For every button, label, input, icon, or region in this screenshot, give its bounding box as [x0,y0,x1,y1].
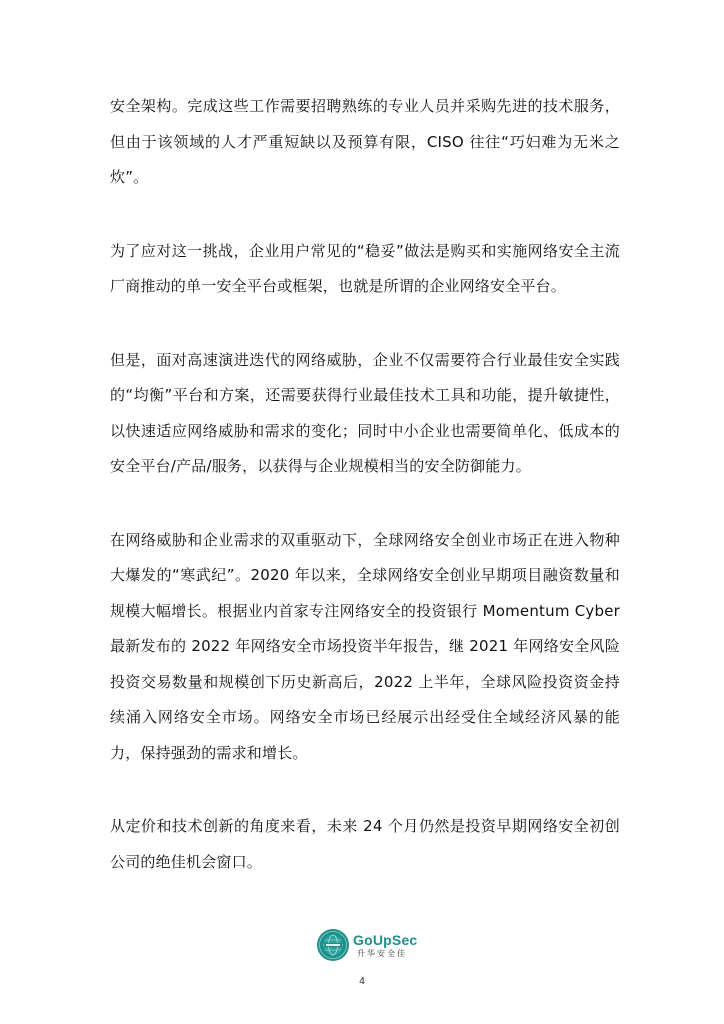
logo-text [353,933,417,958]
globe-seal-icon [316,928,350,962]
logo-name: GoUpSec [353,931,418,948]
page-number: 4 [359,976,365,987]
paragraph-3: 但是，面对高速演进迭代的网络威胁，企业不仅需要符合行业最佳安全实践的“均衡”平台和方案，还需要获得行业最佳技术工具和功能，提升敏捷性，以快速适应网络威胁和需求的变化；同时中小企业也需要简单化、低成本的安全平台/产品/服务，以获得与企业规模相当的安全防御能力。 [110,350,620,475]
paragraph-5: 从定价和技术创新的角度来看，未来 24 个月仍然是投资早期网络安全初创公司的绝佳机会窗口。 [110,817,620,871]
logo-subtitle: 升华安全佳 [357,948,407,958]
footer-logo [316,928,417,962]
paragraph-2: 为了应对这一挑战，企业用户常见的“稳妥”做法是购买和实施网络安全主流厂商推动的单一安全平台或框架，也就是所谓的企业网络安全平台。 [110,241,620,295]
paragraph-1: 安全架构。完成这些工作需要招聘熟练的专业人员并采购先进的技术服务，但由于该领域的人才严重短缺以及预算有限，CISO 往往“巧妇难为无米之炊”。 [110,97,620,186]
paragraph-4: 在网络威胁和企业需求的双重驱动下，全球网络安全创业市场正在进入物种大爆发的“寒武纪”。2020 年以来，全球网络安全创业早期项目融资数量和规模大幅增长。根据业内首家专注网络安全的投资银行 Momentum Cyber 最新发布的 2022 年网络安全市场投资半年报告，继 2021 年网络安全风险投资交易数量和规模创下历史新高后，2022 上半年，全球风险投资资金持续涌入网络安全市场。网络安全市场已经展示出经受住全域经济风暴的能力，保持强劲的需求和增长。 [110,530,620,762]
document-body [110,89,620,880]
